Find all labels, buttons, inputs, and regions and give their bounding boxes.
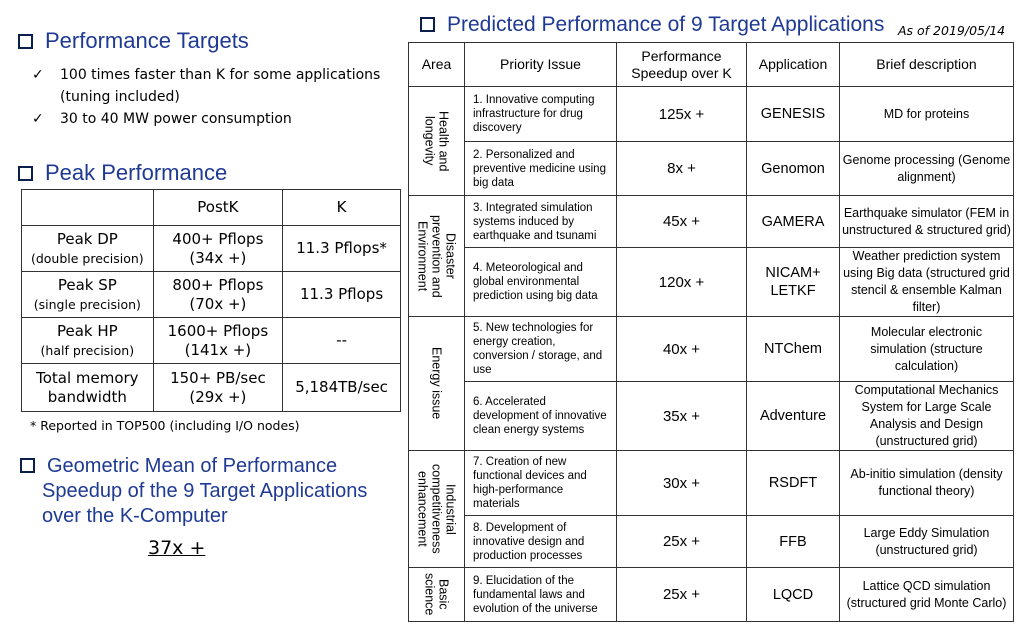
square-bullet-icon (18, 34, 33, 49)
footnote: * Reported in TOP500 (including I/O nodes) (30, 418, 300, 433)
application-cell: GENESIS (747, 87, 840, 142)
speedup-cell: 25x + (617, 516, 747, 568)
table-row (409, 196, 1014, 248)
header-cell: PostK (153, 190, 282, 226)
postk-value: 800+ Pflops (70x +) (153, 272, 282, 318)
performance-targets-heading (18, 28, 249, 54)
geo-line: over the K-Computer (42, 505, 228, 527)
k-value: 11.3 Pflops (283, 272, 401, 318)
k-value: -- (283, 318, 401, 364)
issue-cell: 4. Meteorological and global environmental prediction using big data (465, 248, 617, 317)
table-row (409, 516, 1014, 568)
geometric-mean-heading (20, 454, 367, 529)
target-text: 30 to 40 MW power consumption (60, 111, 292, 127)
application-cell: Adventure (747, 382, 840, 451)
table-row (409, 568, 1014, 622)
area-cell: Industrial competitiveness enhancement (409, 451, 465, 568)
table-row (22, 318, 401, 364)
header-area: Area (409, 43, 465, 87)
peak-performance-title: Peak Performance (45, 160, 228, 185)
speedup-cell: 30x + (617, 451, 747, 516)
table-row (409, 382, 1014, 451)
k-value: 11.3 Pflops* (283, 226, 401, 272)
description-cell: Ab-initio simulation (density functional theory) (840, 451, 1014, 516)
application-cell: Genomon (747, 142, 840, 196)
header-application: Application (747, 43, 840, 87)
square-bullet-icon (420, 17, 435, 32)
description-cell: Lattice QCD simulation (structured grid Monte Carlo) (840, 568, 1014, 622)
table-row (22, 272, 401, 318)
row-label: Peak HP (half precision) (22, 318, 154, 364)
table-header-row (409, 43, 1014, 87)
square-bullet-icon (18, 166, 33, 181)
applications-table (408, 42, 1014, 622)
description-cell: Genome processing (Genome alignment) (840, 142, 1014, 196)
row-label: Peak SP (single precision) (22, 272, 154, 318)
speedup-cell: 40x + (617, 317, 747, 382)
postk-value: 150+ PB/sec (29x +) (153, 364, 282, 412)
issue-cell: 8. Development of innovative design and production processes (465, 516, 617, 568)
peak-performance-heading (18, 160, 227, 186)
row-label: Peak DP (double precision) (22, 226, 154, 272)
description-cell: Molecular electronic simulation (structure calculation) (840, 317, 1014, 382)
issue-cell: 2. Personalized and preventive medicine using big data (465, 142, 617, 196)
speedup-cell: 45x + (617, 196, 747, 248)
peak-performance-table (21, 189, 401, 412)
header-cell: K (283, 190, 401, 226)
geo-line: Speedup of the 9 Target Applications (42, 480, 368, 502)
predicted-performance-title: Predicted Performance of 9 Target Applications (447, 13, 885, 36)
list-item (32, 64, 410, 108)
postk-value: 400+ Pflops (34x +) (153, 226, 282, 272)
geometric-mean-value: 37x + (148, 537, 206, 559)
application-cell: GAMERA (747, 196, 840, 248)
description-cell: Computational Mechanics System for Large Scale Analysis and Design (unstructured grid) (840, 382, 1014, 451)
issue-cell: 1. Innovative computing infrastructure for drug discovery (465, 87, 617, 142)
targets-list (32, 64, 410, 130)
issue-cell: 9. Elucidation of the fundamental laws and evolution of the universe (465, 568, 617, 622)
area-cell: Basic science (409, 568, 465, 622)
row-label: Total memory bandwidth (22, 364, 154, 412)
area-cell: Health and longevity (409, 87, 465, 196)
table-row (22, 364, 401, 412)
description-cell: MD for proteins (840, 87, 1014, 142)
issue-cell: 6. Accelerated development of innovative clean energy systems (465, 382, 617, 451)
table-row (409, 87, 1014, 142)
application-cell: FFB (747, 516, 840, 568)
area-cell: Energy issue (409, 317, 465, 451)
geo-line: Geometric Mean of Performance (47, 455, 338, 477)
performance-targets-title: Performance Targets (45, 28, 249, 53)
description-cell: Earthquake simulator (FEM in unstructured & structured grid) (840, 196, 1014, 248)
speedup-cell: 120x + (617, 248, 747, 317)
application-cell: LQCD (747, 568, 840, 622)
k-value: 5,184TB/sec (283, 364, 401, 412)
postk-value: 1600+ Pflops (141x +) (153, 318, 282, 364)
speedup-cell: 125x + (617, 87, 747, 142)
table-row (409, 317, 1014, 382)
header-description: Brief description (840, 43, 1014, 87)
application-cell: NICAM+ LETKF (747, 248, 840, 317)
checkmark-icon: ✓ (32, 111, 44, 127)
as-of-date: As of 2019/05/14 (898, 23, 1006, 38)
table-row (409, 451, 1014, 516)
description-cell: Large Eddy Simulation (unstructured grid) (840, 516, 1014, 568)
table-header-row (22, 190, 401, 226)
table-row (409, 248, 1014, 317)
area-cell: Disaster prevention and Environment (409, 196, 465, 317)
list-item (32, 108, 410, 130)
header-cell (22, 190, 154, 226)
header-issue: Priority Issue (465, 43, 617, 87)
speedup-cell: 35x + (617, 382, 747, 451)
target-text: 100 times faster than K for some applications (tuning included) (60, 67, 381, 105)
speedup-cell: 8x + (617, 142, 747, 196)
description-cell: Weather prediction system using Big data (structured grid stencil & ensemble Kalman filter) (840, 248, 1014, 317)
speedup-cell: 25x + (617, 568, 747, 622)
checkmark-icon: ✓ (32, 67, 44, 83)
table-row (409, 142, 1014, 196)
issue-cell: 5. New technologies for energy creation, conversion / storage, and use (465, 317, 617, 382)
predicted-performance-heading (420, 13, 884, 37)
issue-cell: 7. Creation of new functional devices and high-performance materials (465, 451, 617, 516)
application-cell: RSDFT (747, 451, 840, 516)
square-bullet-icon (20, 458, 35, 473)
issue-cell: 3. Integrated simulation systems induced by earthquake and tsunami (465, 196, 617, 248)
application-cell: NTChem (747, 317, 840, 382)
header-speedup: Performance Speedup over K (617, 43, 747, 87)
table-row (22, 226, 401, 272)
